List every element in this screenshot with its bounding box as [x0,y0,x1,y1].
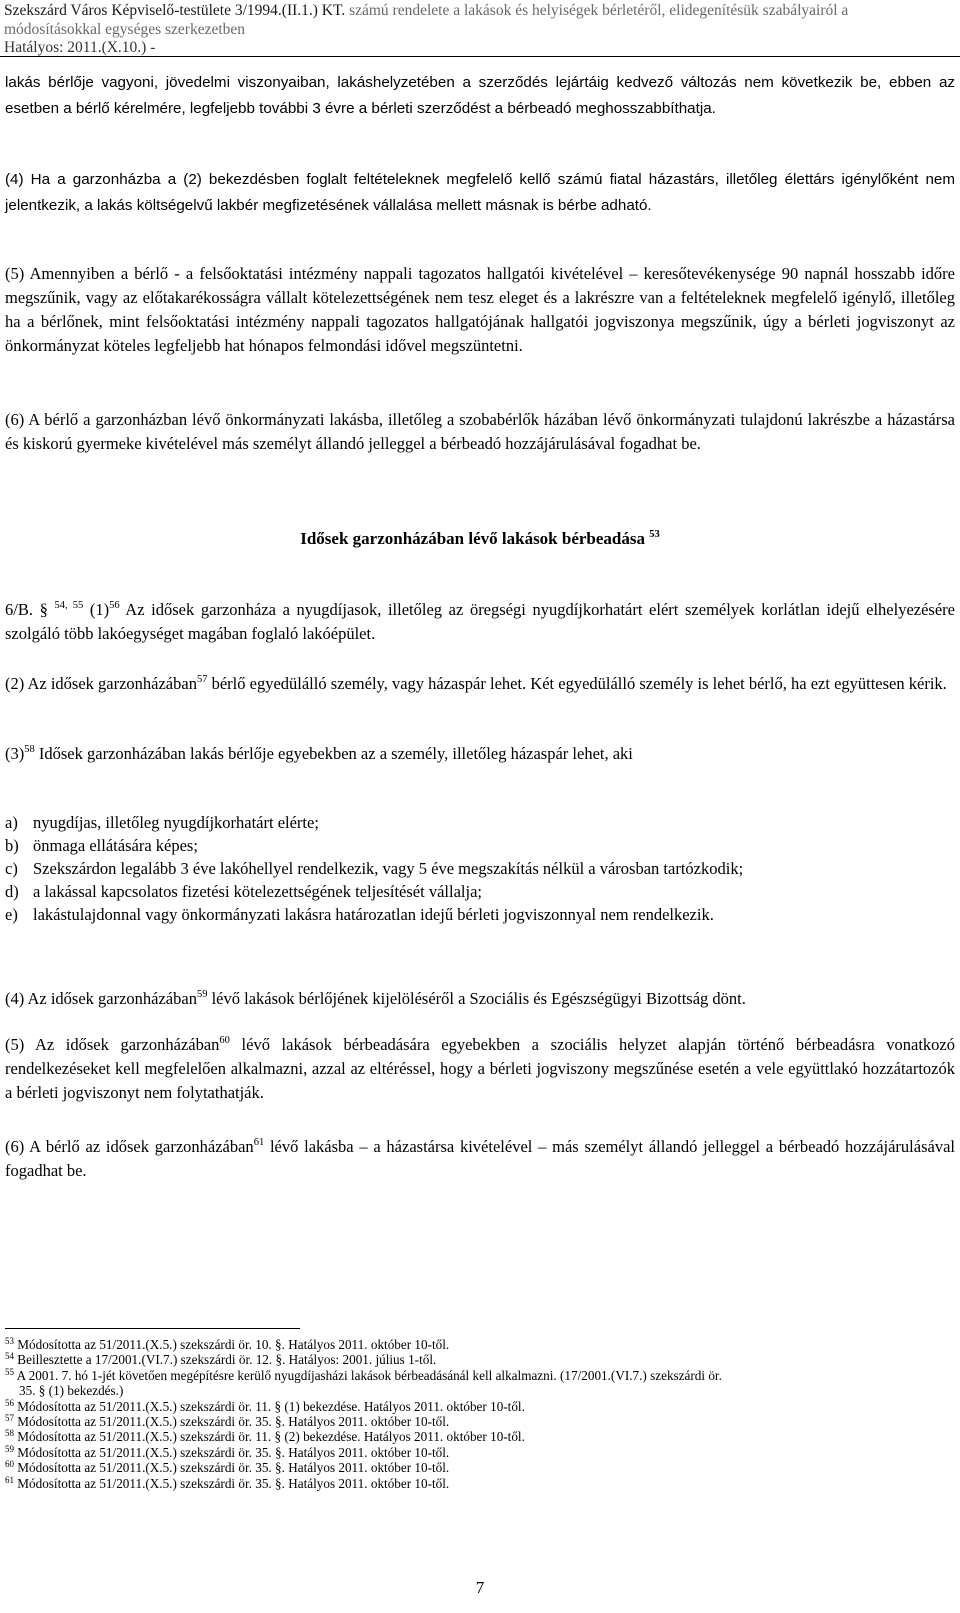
footnote-text: Módosította az 51/2011.(X.5.) szekszárdi ör. 10. §. Hatályos 2011. október 10-től. [14,1337,450,1352]
list-item-label: e) [5,905,18,924]
footnote-ref-60[interactable]: 60 [219,1035,230,1046]
footnote-number: 55 [5,1366,14,1377]
footnote-text: Módosította az 51/2011.(X.5.) szekszárdi ör. 11. § (1) bekezdése. Hatályos 2011. október 10-től. [14,1398,525,1414]
footnote-number: 56 [5,1397,14,1408]
paragraph-6b-text: lévő lakásba – a házastársa kivételével – más személyt állandó jelleggel a bérbeadó hozzájárulásával fogadhat be. [5,1137,955,1180]
paragraph-5b-lead: (5) Az idősek garzonházában [5,1035,220,1054]
list-item [5,857,955,880]
section-6b-paragraph-2 [5,672,955,696]
footnote-ref-54-55[interactable]: 54, 55 [54,600,84,611]
header-divider [0,56,960,57]
footnote-text: Módosította az 51/2011.(X.5.) szekszárdi ör. 35. §. Hatályos 2011. október 10-től. [14,1444,450,1460]
header-effective-date: Hatályos: 2011.(X.10.) - [4,39,156,56]
footnote-divider [5,1328,300,1329]
footnote-ref-53[interactable]: 53 [649,529,660,540]
paragraph-3-lead: (3) [5,744,25,763]
footnote [5,1429,955,1444]
footnotes [5,1337,955,1491]
footnote-text-continued: 35. § (1) bekezdés.) [19,1383,124,1399]
footnote-text: Módosította az 51/2011.(X.5.) szekszárdi ör. 35. §. Hatályos 2011. október 10-től. [14,1460,450,1476]
list-item-label: b) [5,836,19,855]
footnote-number: 58 [5,1428,14,1439]
footnote-ref-59[interactable]: 59 [196,989,208,1000]
running-header [4,2,954,58]
section-6b-paragraph-4 [5,987,955,1011]
footnote-text: Módosította az 51/2011.(X.5.) szekszárdi ör. 35. §. Hatályos 2011. október 10-től. [14,1475,450,1491]
footnote-text: Módosította az 51/2011.(X.5.) szekszárdi ör. 11. § (2) bekezdése. Hatályos 2011. október 10-től. [14,1429,525,1445]
list-item [5,834,955,857]
footnote-ref-58[interactable]: 58 [24,744,35,755]
footnote-text: Módosította az 51/2011.(X.5.) szekszárdi ör. 35. §. Hatályos 2011. október 10-től. [14,1414,450,1430]
footnote [5,1476,955,1491]
paragraph-4b-text: lévő lakások bérlőjének kijelöléséről a Szociális és Egészségügyi Bizottság dönt. [207,989,746,1008]
section-6b-label: 6/B. § [5,600,48,619]
paragraph-5: (5) Amennyiben a bérlő - a felsőoktatási intézmény nappali tagozatos hallgatói kivételével – keresőtevékenysége 90 napnál hosszabb időre megszűnik, vagy az előtakarékosságra vállalt kötelezettségének nem tesz eleget és a lakrészre van a feltételeknek megfelelő igénylő, illetőleg ha a bérlőnek, mint felsőoktatási intézmény nappali tagozatos hallgatójának hallgatói jogviszonya megszűnik, úgy a bérleti jogviszonyt az önkormányzat köteles legfeljebb hat hónapos felmondási idővel megszüntetni. [5,264,955,355]
eligibility-list [5,811,955,926]
header-line-1 [4,2,954,21]
list-item-text: lakástulajdonnal vagy önkormányzati lakásra határozatlan idejű bérleti jogviszonnyal nem rendelkezik. [33,905,714,924]
header-regulation-title: számú rendelete a lakások és helyiségek bérletéről, elidegenítésük szabályairól a [345,2,849,19]
paragraph-2-text: bérlő egyedülálló személy, vagy házaspár lehet. Két egyedülálló személy is lehet bérlő, ha ezt együttesen kérik. [207,674,947,693]
paragraph-3-text: Idősek garzonházában lakás bérlője egyebekben az a személy, illetőleg házaspár lehet, aki [34,744,633,763]
footnote-text: A 2001. 7. hó 1-jét követően megépítésre kerülő nyugdíjasházi lakások bérbeadásánál kell alkalmazni. (17/2001.(VI.7.) szekszárdi ör. [14,1367,722,1383]
section-6b-paragraph-3 [5,742,955,766]
footnote-ref-61[interactable]: 61 [253,1137,265,1148]
section-6b-text: Az idősek garzonháza a nyugdíjasok, illetőleg az öregségi nyugdíjkorhatárt elért személyek korlátlan idejű elhelyezésére szolgáló több lakóegységet magában foglaló lakóépület. [5,600,955,643]
paragraph-6b-lead: (6) A bérlő az idősek garzonházában [5,1137,254,1156]
footnote [5,1414,955,1429]
section-heading [0,529,960,549]
list-item [5,903,955,926]
paragraph-2-lead: (2) Az idősek garzonházában [5,674,197,693]
list-item-text: Szekszárdon legalább 3 éve lakóhellyel rendelkezik, vagy 5 éve megszakítás nélkül a városban tartózkodik; [33,859,744,878]
footnote [5,1368,955,1399]
subsection-number: (1) [89,600,110,619]
header-line-2: módosításokkal egységes szerkezetben [4,20,246,38]
paragraph-intro: lakás bérlője vagyoni, jövedelmi viszonyaiban, lakáshelyzetében a szerződés lejártáig kedvező változás nem következik be, ebben az esetben a bérlő kérelmére, legfeljebb további 3 évre a bérleti szerződést a bérbeadó meghosszabbíthatja. [5,74,955,117]
list-item [5,880,955,903]
paragraph-4: (4) Ha a garzonházba a (2) bekezdésben foglalt feltételeknek megfelelő kellő számú fiatal házastárs, illetőleg élettárs igénylőként nem jelentkezik, a lakás költségelvű lakbér megfizetésének vállalása mellett másnak is bérbe adható. [5,171,955,214]
paragraph-4b-lead: (4) Az idősek garzonházában [5,989,197,1008]
paragraph-5b-text: lévő lakások bérbeadására egyebekben a szociális helyzet alapján történő bérbeadásra vonatkozó rendelkezéseket kell megfelelően alkalmazni, azzal az eltéréssel, hogy a bérleti jogviszony megszűnése esetén a vele együttlakó hozzátartozók a bérleti jogviszonyt nem folytathatják. [5,1035,955,1102]
page-number: 7 [475,1578,485,1597]
list-item-text: a lakással kapcsolatos fizetési kötelezettségének teljesítését vállalja; [33,882,482,901]
paragraph-6: (6) A bérlő a garzonházban lévő önkormányzati lakásba, illetőleg a szobabérlők házában lévő önkormányzati tulajdonú lakrészbe a házastársa és kiskorú gyermeke kivételével más személyt állandó jelleggel a bérbeadó hozzájárulásával fogadhat be. [5,410,955,453]
section-6b-paragraph-6 [5,1135,955,1183]
footnote-ref-56[interactable]: 56 [109,600,120,611]
footnote-number: 53 [5,1336,14,1346]
footnote-number: 57 [5,1413,14,1424]
footnote [5,1445,955,1460]
list-item [5,811,955,834]
footnote [5,1460,955,1475]
footnote [5,1352,955,1367]
list-item-label: c) [5,859,18,878]
section-6b-paragraph-1 [5,598,955,646]
section-heading-text: Idősek garzonházában lévő lakások bérbeadása [300,529,646,548]
section-6b-paragraph-5 [5,1033,955,1105]
footnote-ref-57[interactable]: 57 [196,674,208,685]
footnote [5,1399,955,1414]
list-item-label: d) [5,882,19,901]
list-item-label: a) [5,813,18,832]
footnote-number: 61 [5,1474,14,1485]
footnote-number: 60 [5,1459,14,1470]
list-item-text: nyugdíjas, illetőleg nyugdíjkorhatárt elérte; [33,813,319,832]
footnote-number: 54 [5,1351,14,1362]
footnote-number: 59 [5,1443,14,1454]
header-regulation-id: Szekszárd Város Képviselő-testülete 3/1994.(II.1.) KT. [4,2,346,19]
list-item-text: önmaga ellátására képes; [33,836,198,855]
footnote-text: Beillesztette a 17/2001.(VI.7.) szekszárdi ör. 12. §. Hatályos: 2001. július 1-től. [14,1352,437,1368]
footnote [5,1337,955,1352]
